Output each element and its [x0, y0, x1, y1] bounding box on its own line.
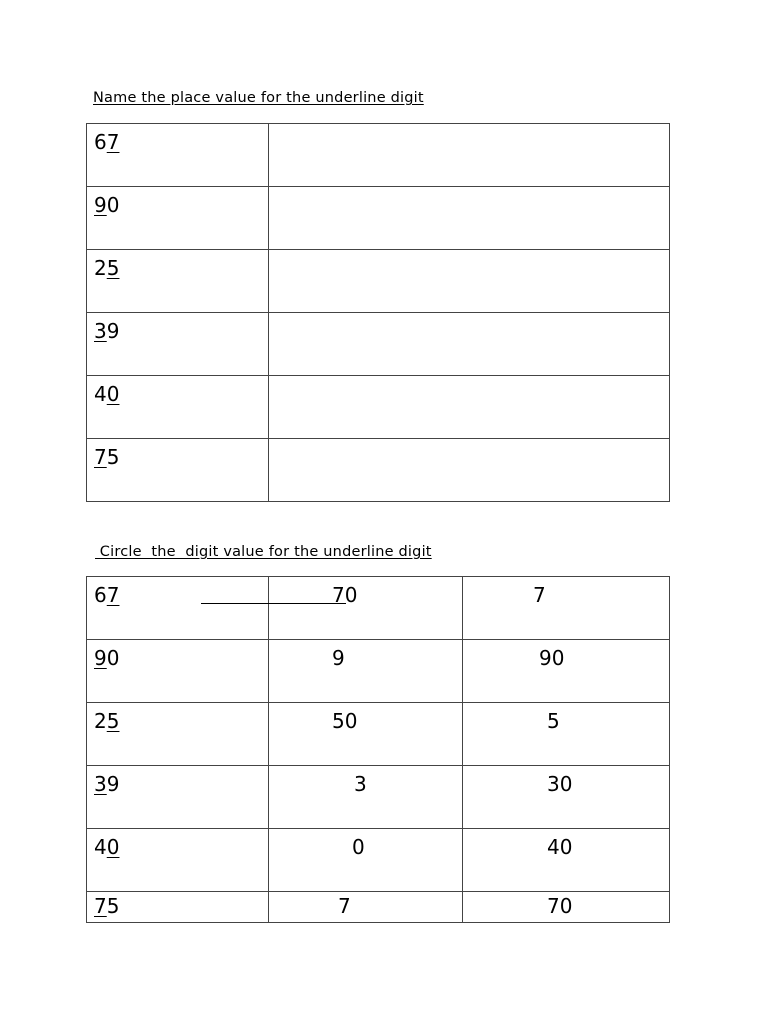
number-cell: [87, 439, 269, 502]
number: 40: [94, 382, 120, 406]
option-cell[interactable]: [463, 577, 670, 640]
table-row: [87, 250, 670, 313]
number: 67: [94, 130, 120, 154]
underlined-digit: 5: [106, 256, 120, 280]
answer-cell[interactable]: [269, 250, 670, 313]
table-row: [87, 640, 670, 703]
number: 40: [94, 835, 120, 859]
table-row: [87, 766, 670, 829]
option-cell[interactable]: [269, 892, 463, 923]
number-cell: [87, 577, 269, 640]
option-2[interactable]: 90: [539, 646, 565, 670]
number: 90: [94, 646, 120, 670]
option-2[interactable]: 5: [547, 709, 560, 733]
option-1[interactable]: 70: [332, 583, 358, 607]
number: 90: [94, 193, 120, 217]
option-2[interactable]: 40: [547, 835, 573, 859]
option-cell[interactable]: [463, 892, 670, 923]
answer-cell[interactable]: [269, 376, 670, 439]
number-cell: [87, 640, 269, 703]
number-cell: [87, 124, 269, 187]
answer-cell[interactable]: [269, 313, 670, 376]
table-row: [87, 313, 670, 376]
option-1[interactable]: 9: [332, 646, 345, 670]
table-row: [87, 892, 670, 923]
number-cell: [87, 703, 269, 766]
option-1[interactable]: 50: [332, 709, 358, 733]
table-row: [87, 124, 670, 187]
option-2[interactable]: 70: [547, 894, 573, 918]
number: 75: [94, 894, 120, 918]
number: 67: [94, 583, 120, 607]
number-cell: [87, 187, 269, 250]
number-cell: [87, 829, 269, 892]
option-cell[interactable]: [269, 829, 463, 892]
option-cell[interactable]: [463, 766, 670, 829]
option-1[interactable]: 3: [354, 772, 367, 796]
underlined-digit: 7: [94, 445, 107, 469]
option-cell[interactable]: [269, 703, 463, 766]
option-1[interactable]: 7: [338, 894, 351, 918]
underlined-digit: 7: [94, 894, 107, 918]
number: 75: [94, 445, 120, 469]
option-cell[interactable]: [269, 766, 463, 829]
table-row: [87, 829, 670, 892]
underlined-digit: 0: [106, 835, 120, 859]
table-row: [87, 376, 670, 439]
underlined-digit: 0: [106, 382, 120, 406]
option-cell[interactable]: [269, 577, 463, 640]
number-cell: [87, 892, 269, 923]
option-cell[interactable]: [463, 703, 670, 766]
answer-cell[interactable]: [269, 124, 670, 187]
number-cell: [87, 376, 269, 439]
number: 25: [94, 709, 120, 733]
table-row: [87, 577, 670, 640]
option-cell[interactable]: [463, 829, 670, 892]
option-cell[interactable]: [463, 640, 670, 703]
option-cell[interactable]: [269, 640, 463, 703]
underlined-digit: 3: [94, 772, 107, 796]
number: 39: [94, 772, 120, 796]
underlined-digit: 7: [106, 583, 120, 607]
underlined-digit: 9: [94, 193, 107, 217]
option-2[interactable]: 30: [547, 772, 573, 796]
number: 25: [94, 256, 120, 280]
table-row: [87, 187, 670, 250]
option-2[interactable]: 7: [533, 583, 546, 607]
underlined-digit: 9: [94, 646, 107, 670]
section1-heading: Name the place value for the underline digit: [93, 90, 424, 106]
digit-value-table: [86, 576, 670, 923]
answer-cell[interactable]: [269, 187, 670, 250]
table-row: [87, 703, 670, 766]
number-cell: [87, 313, 269, 376]
number-cell: [87, 250, 269, 313]
number-cell: [87, 766, 269, 829]
answer-cell[interactable]: [269, 439, 670, 502]
option-1[interactable]: 0: [352, 835, 365, 859]
section2-heading: Circle the digit value for the underline digit: [95, 544, 432, 560]
underlined-digit: 5: [106, 709, 120, 733]
place-value-table: [86, 123, 670, 502]
underlined-digit: 7: [106, 130, 120, 154]
table-row: [87, 439, 670, 502]
number: 39: [94, 319, 120, 343]
underlined-digit: 3: [94, 319, 107, 343]
